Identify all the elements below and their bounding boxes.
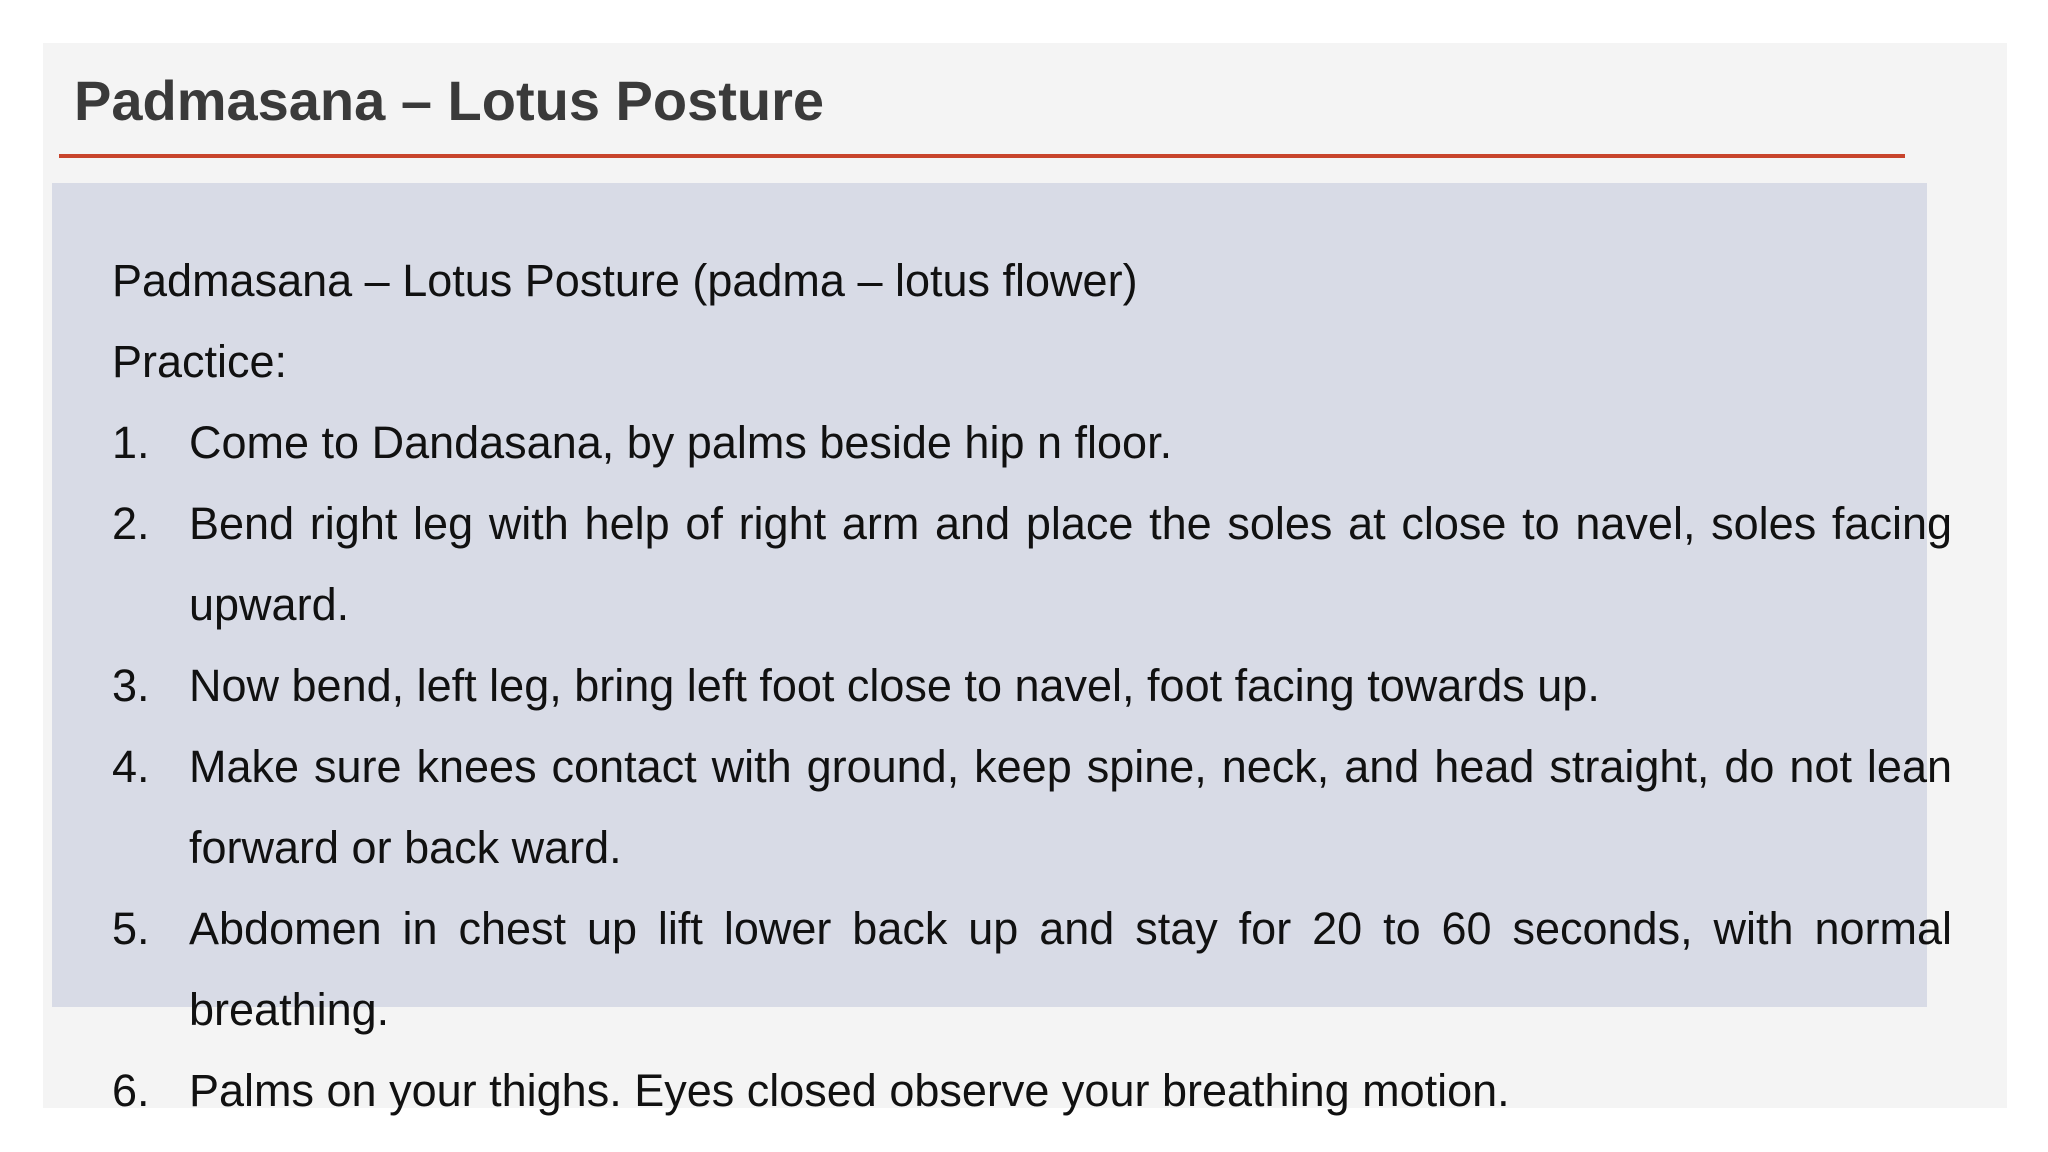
step-number: 3. — [112, 660, 150, 711]
list-item — [112, 402, 1952, 483]
step-text: Make sure knees contact with ground, keep spine, neck, and head straight, do not lean forward or back ward. — [189, 741, 1952, 873]
step-text: Now bend, left leg, bring left foot close to navel, foot facing towards up. — [189, 660, 1600, 711]
list-item — [112, 645, 1952, 726]
list-item — [112, 483, 1952, 645]
step-text: Palms on your thighs. Eyes closed observe your breathing motion. — [189, 1065, 1510, 1116]
intro-line: Padmasana – Lotus Posture (padma – lotus flower) — [112, 255, 1138, 306]
step-text: Abdomen in chest up lift lower back up and stay for 20 to 60 seconds, with normal breathing. — [189, 903, 1952, 1035]
step-number: 4. — [112, 741, 150, 792]
list-item — [112, 726, 1952, 888]
step-number: 2. — [112, 498, 150, 549]
list-item — [112, 1050, 1952, 1131]
step-text: Bend right leg with help of right arm and place the soles at close to navel, soles facing upward. — [189, 498, 1952, 630]
step-text: Come to Dandasana, by palms beside hip n floor. — [189, 417, 1173, 468]
step-number: 6. — [112, 1065, 150, 1116]
slide-title: Padmasana – Lotus Posture — [74, 69, 825, 132]
list-item — [112, 888, 1952, 1050]
slide-body — [112, 240, 1952, 1131]
step-number: 5. — [112, 903, 150, 954]
practice-label: Practice: — [112, 336, 288, 387]
step-number: 1. — [112, 417, 150, 468]
title-underline — [59, 154, 1905, 158]
